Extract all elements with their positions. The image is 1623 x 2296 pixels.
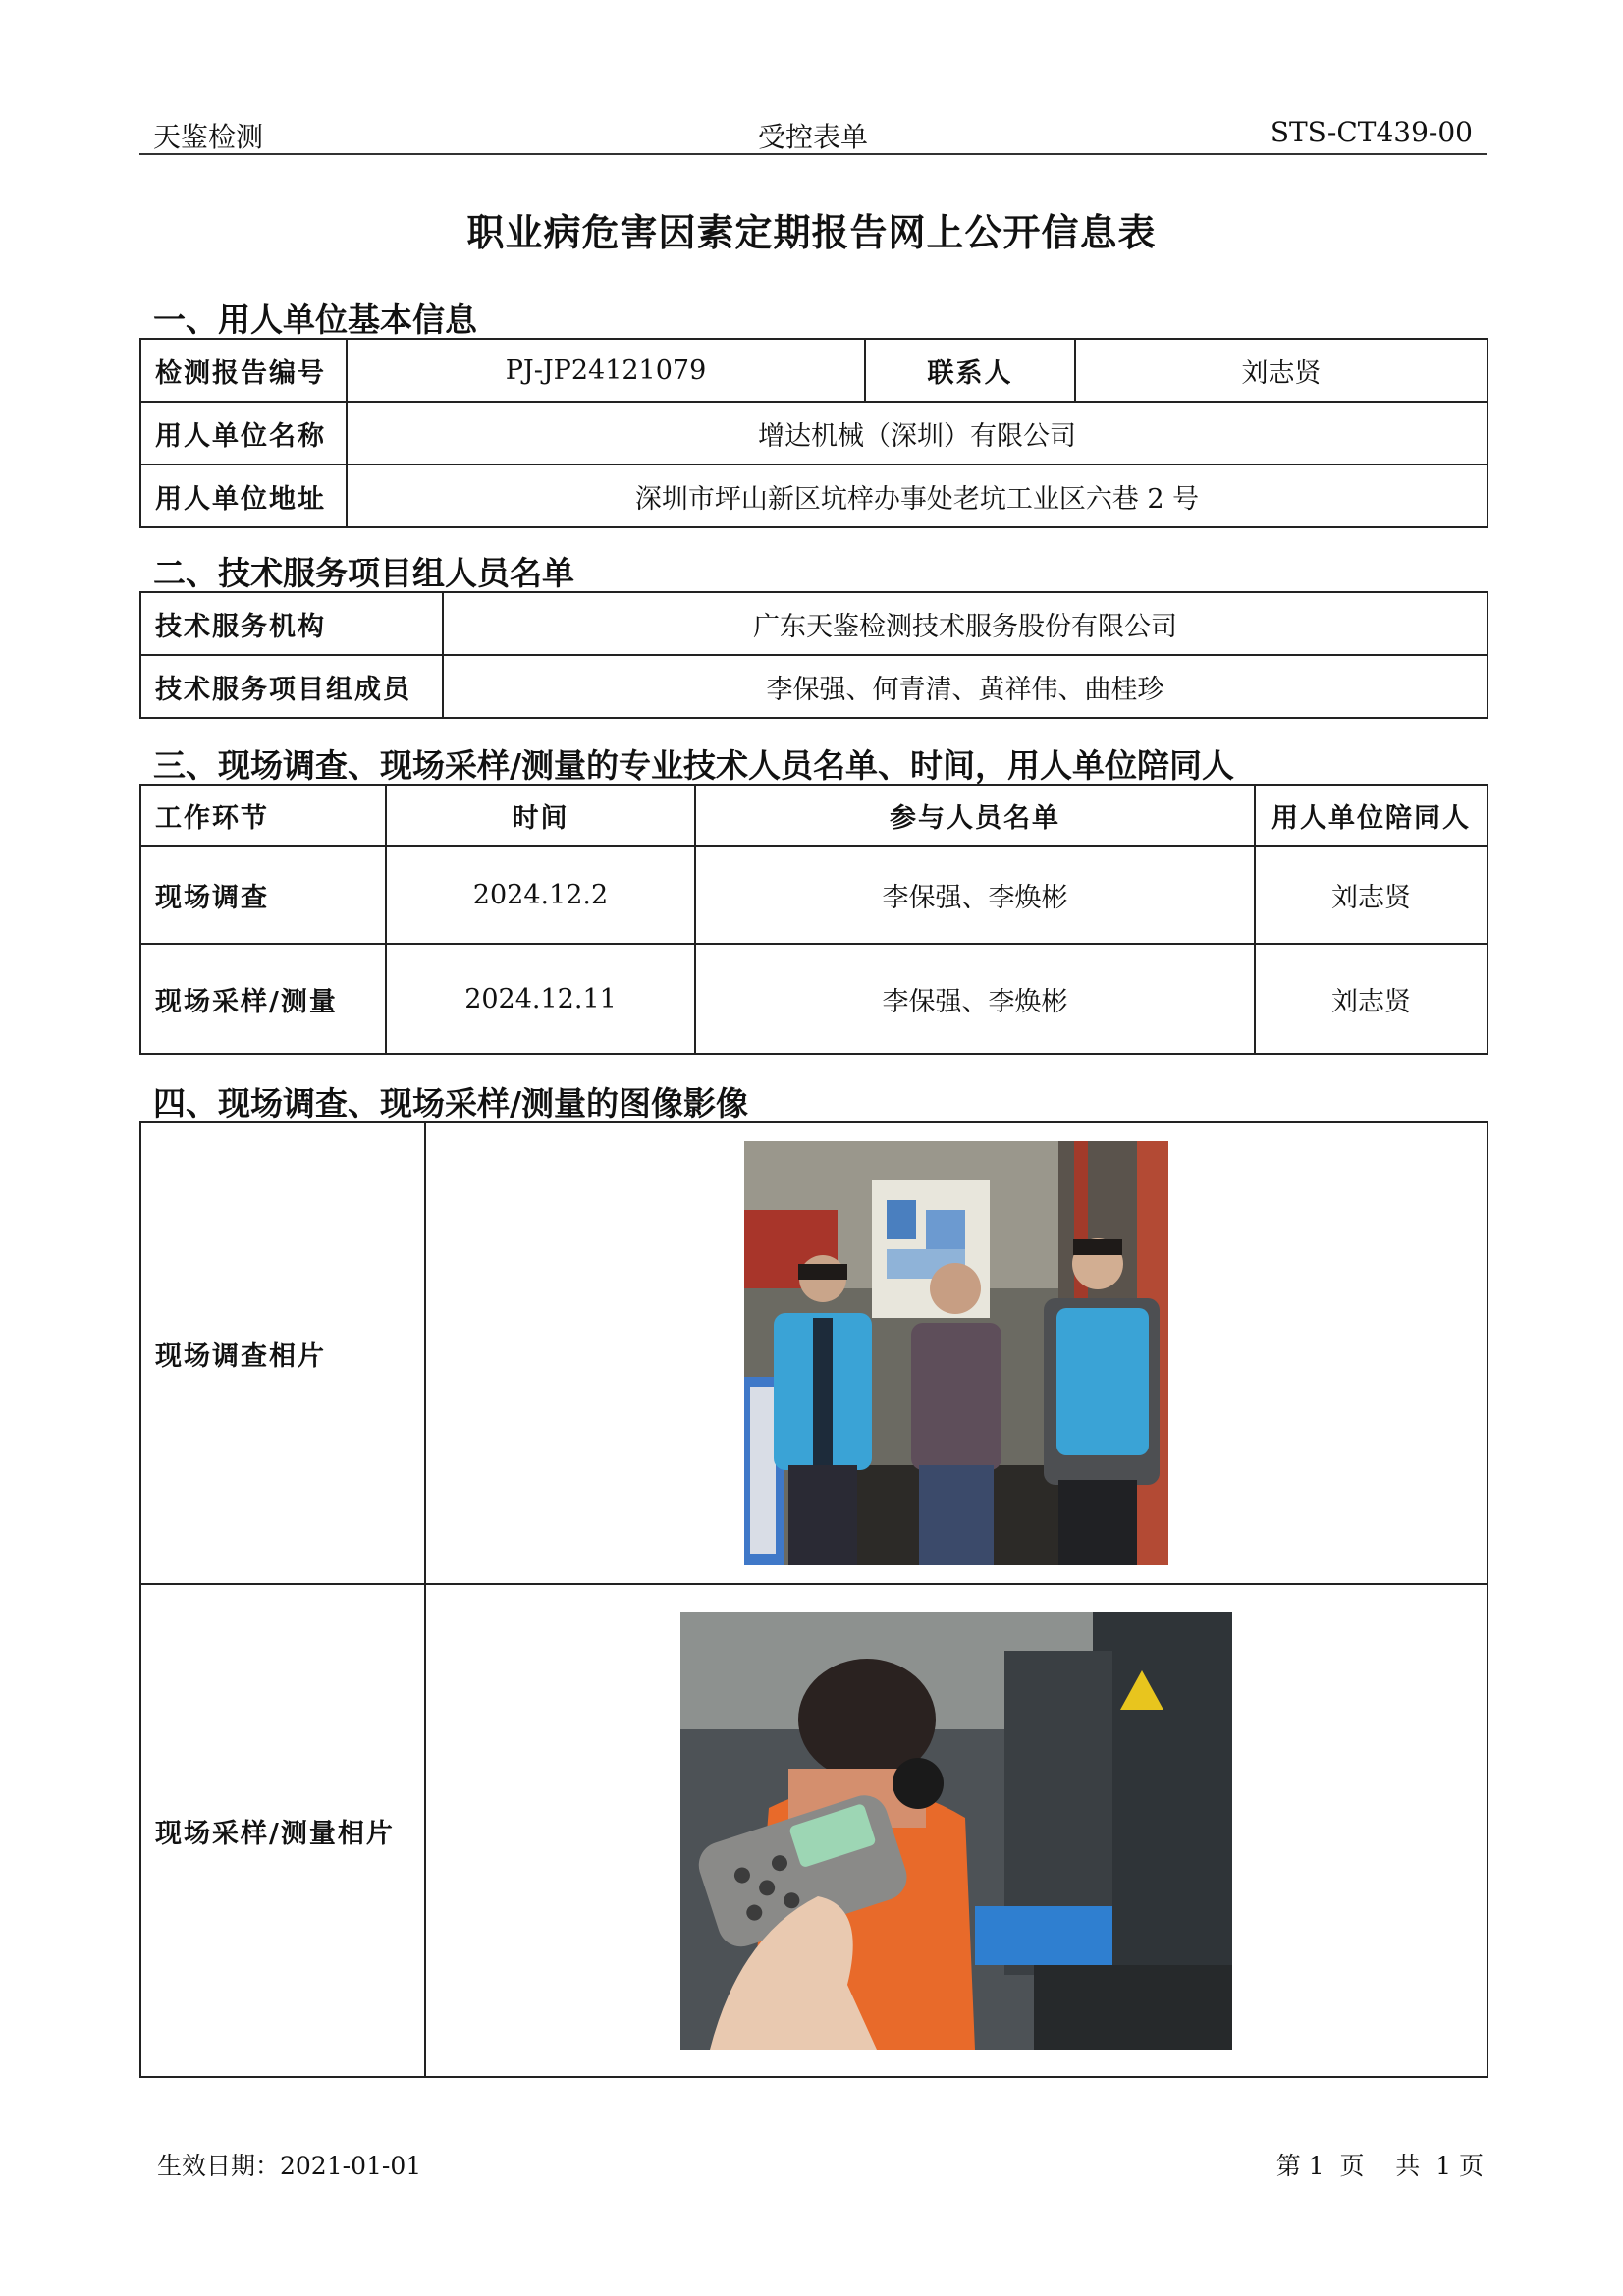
table-row [140,846,1488,944]
header-divider [139,153,1487,155]
footer-page-number: 第 1 页 共 1 页 [1275,2152,1484,2180]
header-right: STS-CT439-00 [1270,116,1473,148]
col-escort-header: 用人单位陪同人 [1255,785,1488,846]
org-label: 技术服务机构 [140,592,443,655]
address-value: 深圳市坪山新区坑梓办事处老坑工业区六巷 2 号 [347,465,1488,527]
site-work-table [139,784,1488,1055]
team-table [139,591,1488,719]
contact-value: 刘志贤 [1075,339,1488,402]
col-date-header: 时间 [386,785,695,846]
photo1-cell [425,1122,1488,1584]
site-sampling-photo [680,1612,1232,2050]
footer-effective-date: 生效日期：2021-01-01 [157,2152,422,2180]
org-value: 广东天鉴检测技术服务股份有限公司 [443,592,1488,655]
photo-table [139,1121,1488,2078]
company-value: 增达机械（深圳）有限公司 [347,402,1488,465]
section2-heading: 二、技术服务项目组人员名单 [153,554,574,592]
page-header [139,116,1487,155]
basic-info-table [139,338,1488,528]
photo2-cell [425,1584,1488,2077]
staff-cell: 李保强、李焕彬 [695,944,1255,1054]
section1-heading: 一、用人单位基本信息 [153,301,477,339]
date-cell: 2024.12.2 [386,846,695,944]
photo2-label: 现场采样/测量相片 [140,1584,425,2077]
photo1-label: 现场调查相片 [140,1122,425,1584]
contact-label: 联系人 [865,339,1075,402]
report-no-value: PJ-JP24121079 [347,339,865,402]
table-header-row [140,785,1488,846]
page-title: 职业病危害因素定期报告网上公开信息表 [466,210,1157,254]
section4-heading: 四、现场调查、现场采样/测量的图像影像 [153,1084,749,1122]
escort-cell: 刘志贤 [1255,846,1488,944]
members-label: 技术服务项目组成员 [140,655,443,718]
header-center: 受控表单 [757,121,868,153]
escort-cell: 刘志贤 [1255,944,1488,1054]
company-label: 用人单位名称 [140,402,347,465]
date-cell: 2024.12.11 [386,944,695,1054]
stage-cell: 现场调查 [140,846,386,944]
section3-heading: 三、现场调查、现场采样/测量的专业技术人员名单、时间，用人单位陪同人 [153,746,1235,785]
report-no-label: 检测报告编号 [140,339,347,402]
members-value: 李保强、何青清、黄祥伟、曲桂珍 [443,655,1488,718]
site-survey-photo [744,1141,1168,1565]
stage-cell: 现场采样/测量 [140,944,386,1054]
address-label: 用人单位地址 [140,465,347,527]
col-stage-header: 工作环节 [140,785,386,846]
header-left: 天鉴检测 [153,121,264,153]
col-staff-header: 参与人员名单 [695,785,1255,846]
staff-cell: 李保强、李焕彬 [695,846,1255,944]
table-row [140,944,1488,1054]
